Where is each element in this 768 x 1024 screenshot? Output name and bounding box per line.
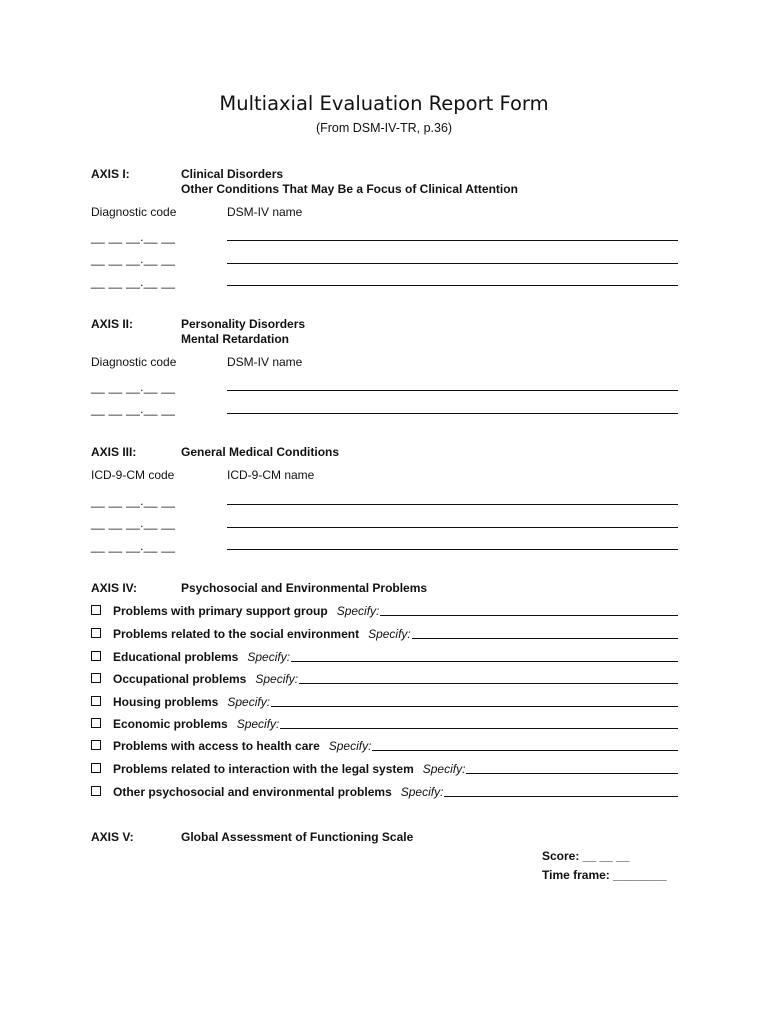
axis1-code-field-2[interactable]: __ __ __.__ __ bbox=[91, 252, 176, 266]
problem-label: Occupational problems bbox=[113, 672, 247, 686]
specify-label: Specify: bbox=[328, 739, 372, 753]
axis2-name-header: DSM-IV name bbox=[227, 355, 303, 369]
axis3-code-header: ICD-9-CM code bbox=[91, 468, 175, 482]
axis3-name-field-2[interactable] bbox=[227, 527, 678, 528]
axis5-label: AXIS V: bbox=[91, 830, 134, 844]
problem-label: Problems related to the social environment bbox=[113, 627, 360, 641]
axis4-problem-row bbox=[91, 670, 678, 686]
problem-checkbox[interactable] bbox=[91, 605, 101, 615]
axis4-problem-row bbox=[91, 760, 678, 776]
problem-label: Other psychosocial and environmental problems bbox=[113, 785, 392, 799]
axis3-code-field-2[interactable]: __ __ __.__ __ bbox=[91, 516, 176, 530]
axis4-problem-row bbox=[91, 783, 678, 799]
axis2-name-field-2[interactable] bbox=[227, 413, 678, 414]
axis4-problem-row bbox=[91, 625, 678, 641]
specify-field[interactable] bbox=[299, 683, 678, 684]
axis2-title-line1: Personality Disorders bbox=[181, 317, 306, 331]
page-subtitle: (From DSM-IV-TR, p.36) bbox=[315, 121, 453, 135]
specify-field[interactable] bbox=[372, 750, 678, 751]
axis4-problem-row bbox=[91, 648, 678, 664]
axis1-title-line1: Clinical Disorders bbox=[181, 167, 284, 181]
axis3-name-field-3[interactable] bbox=[227, 549, 678, 550]
axis5-title-line1: Global Assessment of Functioning Scale bbox=[181, 830, 414, 844]
specify-label: Specify: bbox=[255, 672, 299, 686]
specify-label: Specify: bbox=[400, 785, 444, 799]
specify-label: Specify: bbox=[236, 717, 280, 731]
problem-checkbox[interactable] bbox=[91, 718, 101, 728]
axis1-code-field-3[interactable]: __ __ __.__ __ bbox=[91, 275, 176, 289]
axis2-name-field-1[interactable] bbox=[227, 390, 678, 391]
axis3-title-line1: General Medical Conditions bbox=[181, 445, 340, 459]
problem-checkbox[interactable] bbox=[91, 786, 101, 796]
problem-label: Educational problems bbox=[113, 650, 239, 664]
specify-label: Specify: bbox=[422, 762, 466, 776]
problem-checkbox[interactable] bbox=[91, 651, 101, 661]
specify-field[interactable] bbox=[271, 706, 678, 707]
axis2-title-line2: Mental Retardation bbox=[181, 332, 290, 346]
axis4-title-line1: Psychosocial and Environmental Problems bbox=[181, 581, 428, 595]
axis1-label: AXIS I: bbox=[91, 167, 130, 181]
axis1-name-header: DSM-IV name bbox=[227, 205, 303, 219]
specify-field[interactable] bbox=[291, 661, 678, 662]
problem-label: Housing problems bbox=[113, 695, 219, 709]
gaf-score-field[interactable]: Score: __ __ __ bbox=[542, 849, 630, 863]
axis4-problem-row bbox=[91, 693, 678, 709]
axis3-code-field-3[interactable]: __ __ __.__ __ bbox=[91, 539, 176, 553]
problem-label: Economic problems bbox=[113, 717, 228, 731]
axis3-name-field-1[interactable] bbox=[227, 504, 678, 505]
page-title: Multiaxial Evaluation Report Form bbox=[219, 92, 549, 115]
problem-checkbox[interactable] bbox=[91, 763, 101, 773]
specify-label: Specify: bbox=[247, 650, 291, 664]
specify-field[interactable] bbox=[444, 796, 678, 797]
specify-field[interactable] bbox=[280, 728, 678, 729]
specify-label: Specify: bbox=[227, 695, 271, 709]
axis1-name-field-2[interactable] bbox=[227, 263, 678, 264]
axis4-problem-row bbox=[91, 602, 678, 618]
specify-label: Specify: bbox=[368, 627, 411, 641]
specify-field[interactable] bbox=[380, 615, 678, 616]
axis2-code-header: Diagnostic code bbox=[91, 355, 177, 369]
problem-checkbox[interactable] bbox=[91, 740, 101, 750]
axis3-code-field-1[interactable]: __ __ __.__ __ bbox=[91, 494, 176, 508]
axis3-name-header: ICD-9-CM name bbox=[227, 468, 315, 482]
axis4-problem-row bbox=[91, 737, 678, 753]
axis1-title-line2: Other Conditions That May Be a Focus of Clinical Attention bbox=[181, 182, 518, 196]
specify-label: Specify: bbox=[336, 604, 380, 618]
axis3-label: AXIS III: bbox=[91, 445, 137, 459]
problem-label: Problems related to interaction with the legal system bbox=[113, 762, 414, 776]
problem-checkbox[interactable] bbox=[91, 673, 101, 683]
specify-field[interactable] bbox=[412, 638, 678, 639]
axis4-problem-row bbox=[91, 715, 678, 731]
specify-field[interactable] bbox=[466, 773, 678, 774]
axis1-name-field-1[interactable] bbox=[227, 240, 678, 241]
problem-label: Problems with primary support group bbox=[113, 604, 328, 618]
axis2-label: AXIS II: bbox=[91, 317, 134, 331]
axis1-name-field-3[interactable] bbox=[227, 285, 678, 286]
axis2-code-field-1[interactable]: __ __ __.__ __ bbox=[91, 380, 176, 394]
problem-label: Problems with access to health care bbox=[113, 739, 320, 753]
axis2-code-field-2[interactable]: __ __ __.__ __ bbox=[91, 402, 176, 416]
axis1-code-header: Diagnostic code bbox=[91, 205, 177, 219]
problem-checkbox[interactable] bbox=[91, 628, 101, 638]
axis1-code-field-1[interactable]: __ __ __.__ __ bbox=[91, 230, 176, 244]
problem-checkbox[interactable] bbox=[91, 696, 101, 706]
time-frame-field[interactable]: Time frame: ________ bbox=[542, 868, 667, 882]
axis4-label: AXIS IV: bbox=[91, 581, 138, 595]
